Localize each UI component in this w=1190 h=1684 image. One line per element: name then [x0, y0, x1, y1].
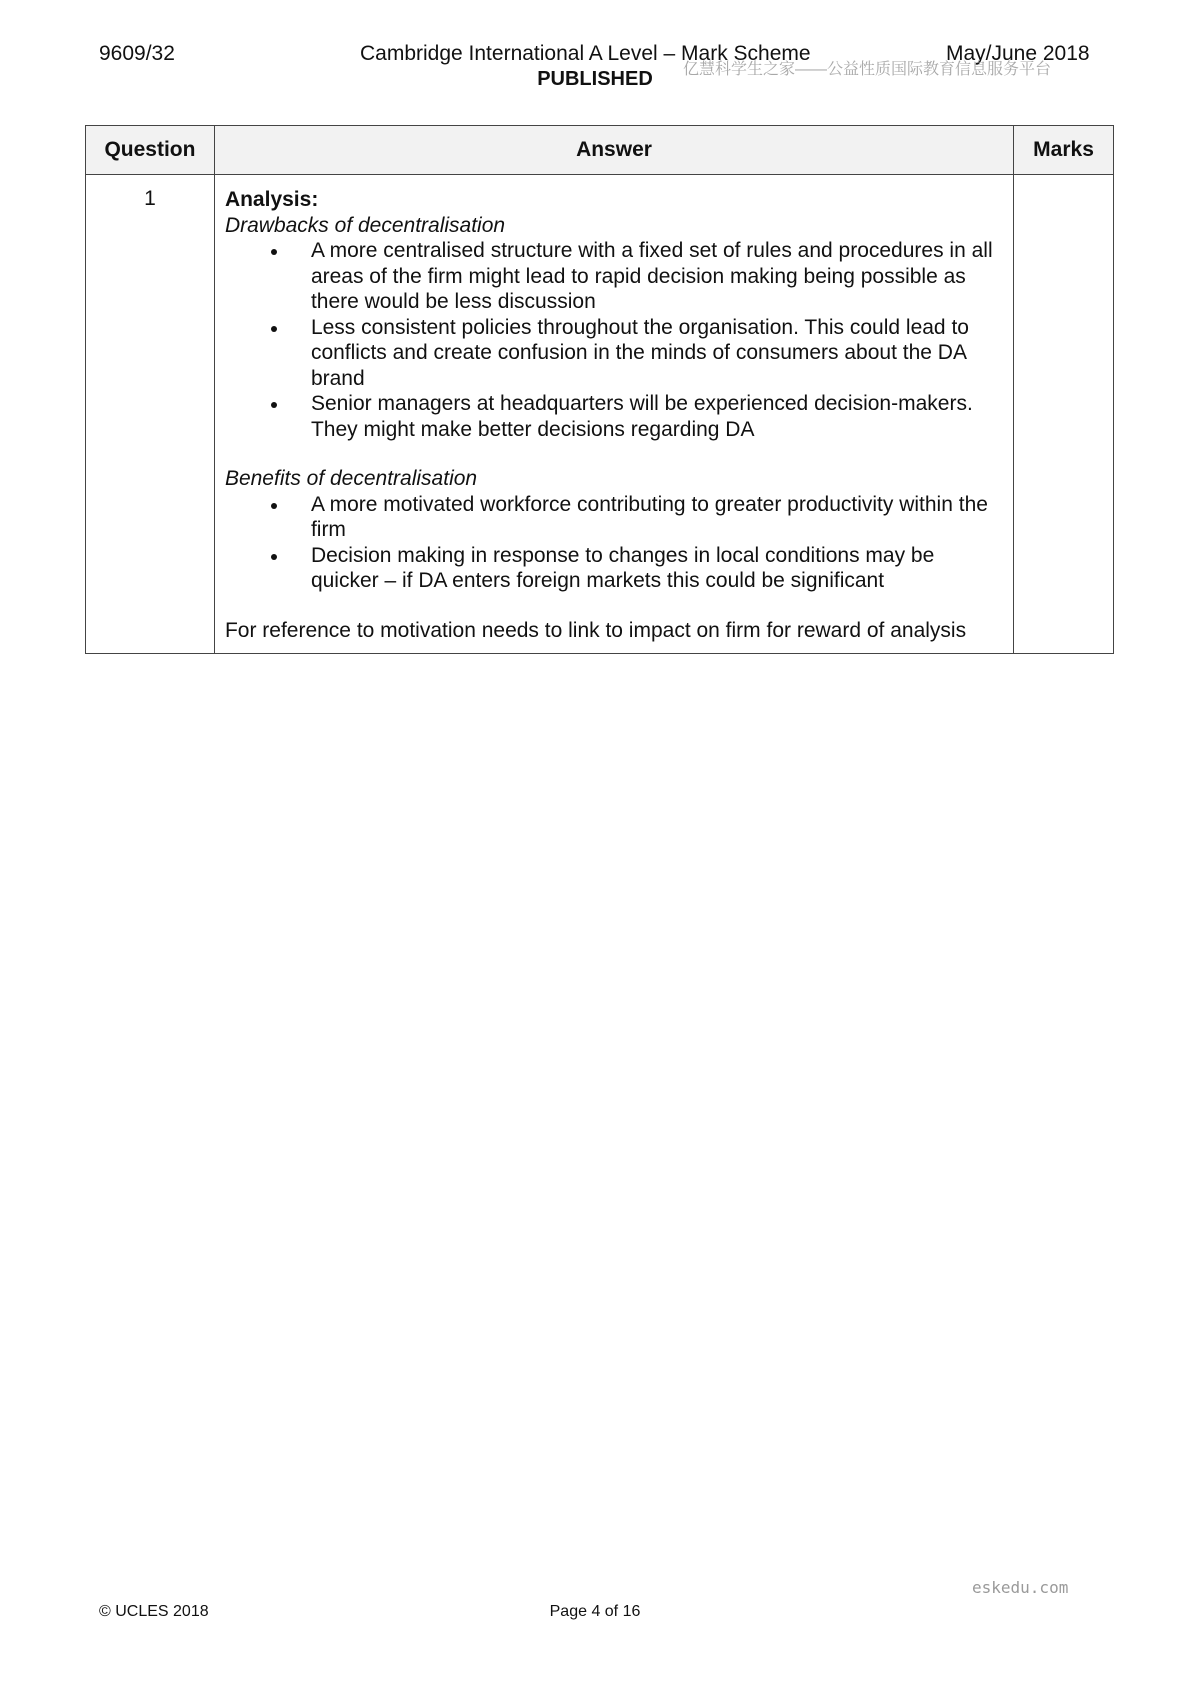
watermark-text: 亿慧科学生之家——公益性质国际教育信息服务平台: [683, 61, 1052, 78]
drawbacks-list: [225, 238, 999, 442]
marks-cell: [1014, 175, 1114, 654]
drawbacks-heading: Drawbacks of decentralisation: [224, 213, 506, 237]
answer-column-header: Answer: [214, 126, 1013, 175]
page-number: Page 4 of 16: [549, 1603, 641, 1620]
benefits-heading: Benefits of decentralisation: [224, 467, 478, 490]
list-item: A more motivated workforce contributing to greater productivity within the firm: [311, 492, 999, 543]
paper-code: 9609/32: [99, 42, 175, 65]
published-label: PUBLISHED: [537, 68, 653, 90]
table-row: [86, 175, 1114, 654]
mark-scheme-table: [85, 125, 1114, 654]
marking-note: For reference to motivation needs to link to impact on firm for reward of analysis: [224, 618, 967, 642]
list-item: Less consistent policies throughout the organisation. This could lead to conflicts and create confusion in the minds of consumers about the DA brand: [311, 315, 999, 392]
copyright: © UCLES 2018: [99, 1603, 209, 1620]
exam-session: May/June 2018: [946, 42, 1090, 65]
question-number: 1: [86, 175, 215, 654]
analysis-label: Analysis:: [224, 188, 319, 211]
site-watermark: eskedu.com: [972, 1578, 1069, 1597]
document-title: Cambridge International A Level – Mark Scheme: [360, 42, 811, 65]
benefits-list: [225, 492, 999, 594]
list-item: Senior managers at headquarters will be experienced decision-makers. They might make better decisions regarding DA: [311, 391, 999, 442]
table-header-row: [86, 126, 1114, 175]
question-column-header: Question: [86, 126, 215, 175]
answer-cell: [214, 175, 1013, 654]
list-item: Decision making in response to changes in local conditions may be quicker – if DA enters foreign markets this could be significant: [311, 543, 999, 594]
marks-column-header: Marks: [1014, 126, 1114, 175]
list-item: A more centralised structure with a fixed set of rules and procedures in all areas of the firm might lead to rapid decision making being possible as there would be less discussion: [311, 238, 999, 315]
